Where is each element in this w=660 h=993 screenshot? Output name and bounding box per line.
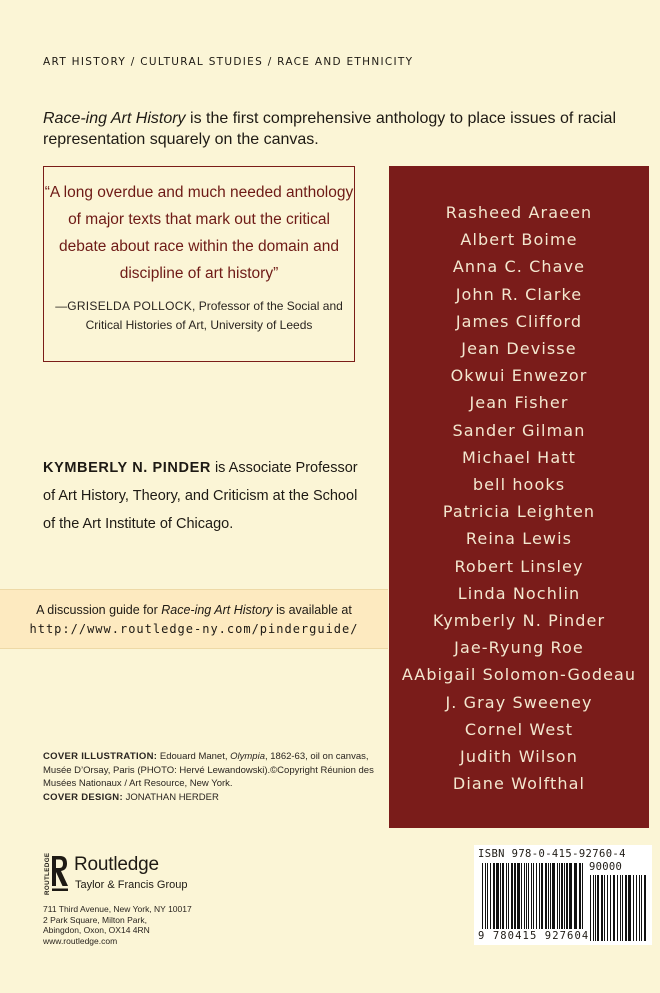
contributor-name: John R. Clarke [455,284,583,304]
contributor-name: Kymberly N. Pinder [432,611,606,631]
contributor-name: Diane Wolfthal [452,774,586,794]
discussion-guide-url[interactable]: http://www.routledge-ny.com/pinderguide/ [29,622,359,636]
publisher-subtitle: Taylor & Francis Group [75,879,188,891]
barcode-bar [524,863,525,929]
barcode-bar [533,863,534,929]
barcode-bar [613,875,615,941]
cover-design-credit [43,791,383,805]
cover-illustration-artist: Edouard Manet, [157,751,231,762]
category-line: ART HISTORY / CULTURAL STUDIES / RACE AND ETHNICITY [43,56,414,68]
barcode-bar [593,875,594,941]
contributor-name: Sander Gilman [452,420,586,440]
barcode-bar [511,863,513,929]
editor-description: is Associate Professor of Art History, Theory, and Criticism at the School of the Art Institute of Chicago. [43,460,358,532]
discussion-post: is available at [272,603,352,617]
endorsement-attribution [44,297,354,335]
attribution-affiliation: , Professor of the Social and Critical Histories of Art, University of Leeds [85,299,343,332]
barcode-bar [579,863,581,929]
barcode-bar [636,875,637,941]
publisher-logo [43,853,243,898]
routledge-r-icon [43,853,71,895]
address-line: Abingdon, Oxon, OX14 4RN [43,925,150,935]
barcode-bar [625,875,627,941]
barcode-bar [557,863,558,929]
barcode-bar [550,863,551,929]
contributors-panel [389,166,649,828]
barcode-bar [607,875,608,941]
contributor-name: Patricia Leighten [442,502,596,522]
barcode-bar [582,863,583,929]
barcode-bar [552,863,555,929]
discussion-guide-band [0,589,388,649]
barcode-bar [597,875,599,941]
address-line: 711 Third Avenue, New York, NY 10017 [43,904,192,914]
contributor-name: AAbigail Solomon-Godeau [401,665,637,685]
barcode-bar [564,863,565,929]
cover-illustration-details: , 1862-63, oil on canvas, Musée D’Orsay, Paris (PHOTO: Hervé Lewandowski).©Copyright Réunion des Musées Nationaux / Art Resource, New York. [43,751,374,789]
discussion-pre: A discussion guide for [36,603,162,617]
address-line: 2 Park Square, Milton Park, [43,914,147,925]
cover-illustration-title: Olympia [230,751,265,762]
cover-illustration-label: COVER ILLUSTRATION: [43,751,158,762]
barcode-bar [536,863,537,929]
barcode-bar [610,875,611,941]
contributor-name: bell hooks [472,475,566,495]
barcode-bar [528,863,529,929]
publisher-address [43,904,192,946]
cover-credits [43,750,383,804]
barcode-bar [639,875,640,941]
barcode-block [474,845,652,945]
barcode-bar [531,863,532,929]
editor-bio [43,454,363,538]
barcode-bar [595,875,596,941]
barcode-bar [601,875,603,941]
discussion-guide-text [0,601,388,620]
contributor-name: Okwui Enwezor [450,366,588,386]
barcode-bar [500,863,501,929]
barcode-bar [569,863,572,929]
barcode-bar [644,875,646,941]
barcode-bar [622,875,623,941]
barcode-bar [514,863,516,929]
barcode-bar [617,875,618,941]
barcode-bar [574,863,577,929]
barcode-digits: 9 780415 927604 [478,930,590,942]
isbn-number: ISBN 978-0-415-92760-4 [478,848,626,860]
barcode-bar [508,863,509,929]
barcode-bar [559,863,560,929]
publisher-website[interactable]: www.routledge.com [43,935,118,946]
intro-text: is the first comprehensive anthology to place issues of racial representation squarely on the canvas. [43,110,616,148]
contributor-name: Reina Lewis [465,529,573,549]
endorsement-quote: “A long overdue and much needed anthology of major texts that mark out the critical debate about race within the domain and discipline of art history” [44,184,354,282]
cover-illustration-credit [43,750,383,791]
contributor-name: Linda Nochlin [457,583,581,603]
barcode-bar [502,863,504,929]
cover-designer: JONATHAN HERDER [125,791,219,803]
barcode-bar [620,875,621,941]
contributor-name: Judith Wilson [460,747,578,767]
contributor-name: Cornel West [464,719,574,739]
barcode-bar [521,863,522,929]
contributor-name: Jae-Ryung Roe [454,638,584,658]
barcode-bar [545,863,547,929]
barcode-bar [628,875,631,941]
discussion-book-title: Race-ing Art History [161,603,273,617]
attribution-dash: — [55,299,68,313]
book-title: Race-ing Art History [43,110,186,127]
barcode-bar [541,863,543,929]
barcode-bar [485,863,486,929]
barcode-bar [496,863,499,929]
contributor-name: Jean Fisher [469,393,569,413]
intro-paragraph [43,108,633,150]
barcode-bar [526,863,527,929]
barcode-bar [490,863,491,929]
barcode-bar [487,863,488,929]
barcode-bar [633,875,634,941]
barcode-bar [604,875,605,941]
barcode-bar [539,863,540,929]
barcode-bar [493,863,495,929]
publisher-name: Routledge [74,854,159,875]
barcode-bar [641,875,642,941]
contributor-name: J. Gray Sweeney [445,692,593,712]
barcode-bar [548,863,549,929]
contributor-name: Anna C. Chave [452,257,586,277]
endorsement-box [43,166,355,362]
contributor-name: Rasheed Araeen [445,203,593,222]
barcode-bar [566,863,568,929]
contributor-name: Jean Devisse [461,339,577,359]
barcode-bar [517,863,520,929]
editor-name: KYMBERLY N. PINDER [43,460,211,476]
contributor-name: Michael Hatt [462,447,576,467]
attribution-name: GRISELDA POLLOCK [67,299,193,313]
barcode-bar [506,863,507,929]
barcode-bar [590,875,591,941]
cover-design-label: COVER DESIGN: [43,791,123,803]
barcode-bar [561,863,563,929]
price-code: 90000 [589,861,623,873]
contributor-name: Albert Boime [460,230,578,250]
contributor-name: James Clifford [455,311,583,331]
barcode-bar [482,863,483,929]
contributor-name: Robert Linsley [454,556,584,576]
svg-text:ROUTLEDGE: ROUTLEDGE [44,853,51,895]
